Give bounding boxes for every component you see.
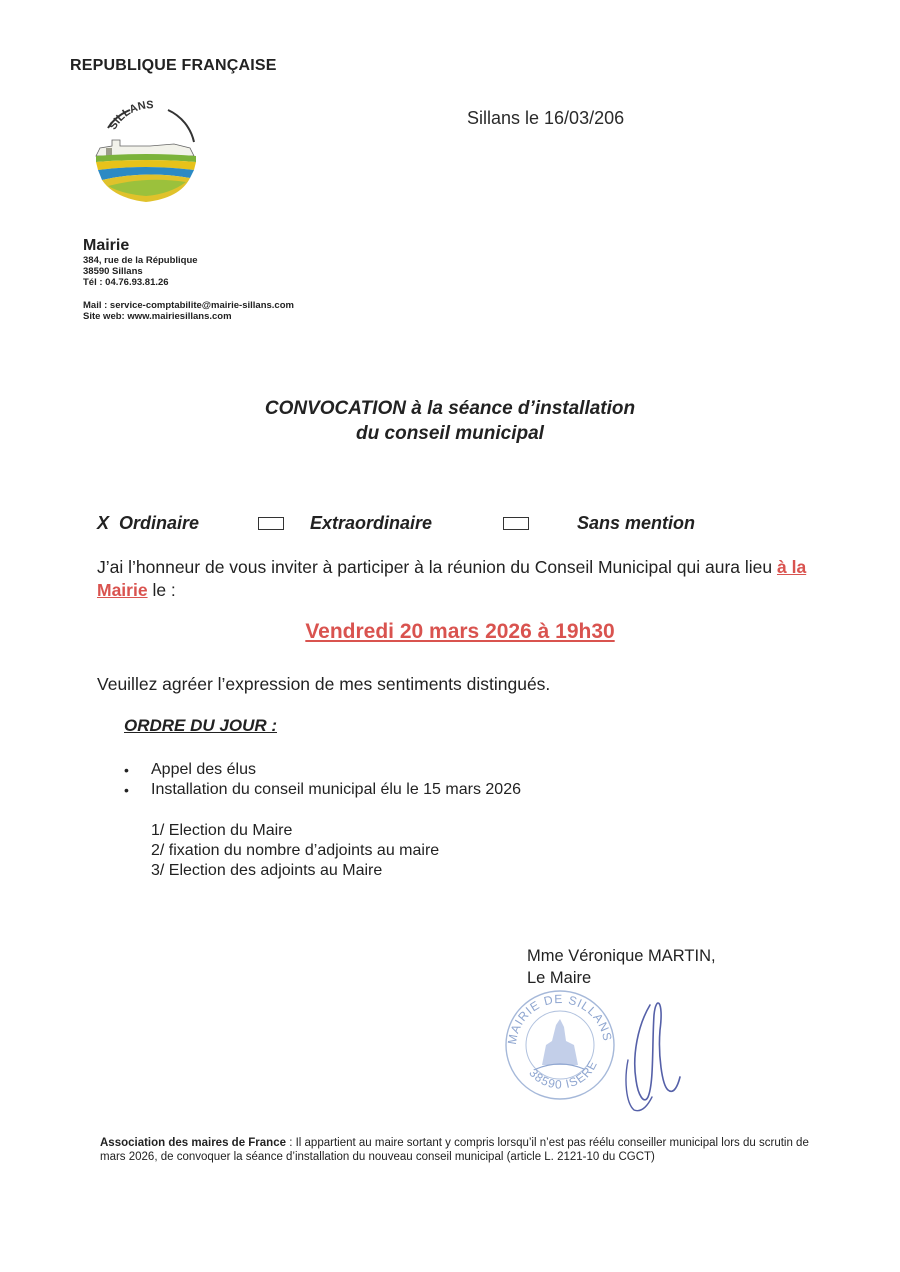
sub-item: 3/ Election des adjoints au Maire: [151, 862, 383, 879]
stamp-bottom-text: 38590 ISERE: [526, 1057, 601, 1092]
bullet-icon: •: [124, 782, 129, 798]
closing-regards: Veuillez agréer l’expression de mes sentiments distingués.: [97, 674, 551, 694]
list-item: • Installation du conseil municipal élu le 15 mars 2026: [124, 781, 521, 798]
agenda-heading: ORDRE DU JOUR :: [124, 716, 278, 735]
letter-date: Sillans le 16/03/206: [467, 108, 625, 128]
logo-text: SILLANS: [107, 99, 154, 132]
sub-item: 1/ Election du Maire: [151, 822, 293, 839]
signer-block: [527, 945, 716, 989]
title-line-1: CONVOCATION à la séance d’installation: [264, 398, 636, 419]
stamp-top-text: MAIRIE DE SILLANS: [504, 991, 615, 1046]
agenda-sub-items: [151, 821, 439, 881]
option-ordinaire: X Ordinaire: [97, 513, 200, 533]
checkbox-extraordinaire: [258, 517, 284, 530]
agenda-list: [124, 760, 521, 800]
svg-text:SILLANS: [107, 99, 154, 132]
footer-text: : Il appartient au maire sortant y compris lorsqu’il n’est pas réélu conseiller municipal lors du scrutin de mars 2026, de convoquer la séance d’installation du nouveau conseil municipal (article L. 2121-10 du CGCT): [100, 1137, 809, 1163]
website: Site web: www.mairiesillans.com: [83, 311, 232, 322]
location-highlight: à la Mairie: [97, 557, 807, 600]
mairie-name: Mairie: [83, 237, 130, 254]
bullet-icon: •: [124, 762, 129, 778]
signer-role: Le Maire: [527, 969, 592, 987]
invitation-end: le :: [152, 580, 176, 600]
invitation-text: J’ai l’honneur de vous inviter à participer à la réunion du Conseil Municipal qui aura lieu: [97, 557, 773, 577]
invitation-paragraph: [97, 556, 827, 602]
sillans-logo: [90, 98, 202, 210]
option-extraordinaire: Extraordinaire: [310, 513, 433, 533]
footer-note: [100, 1137, 810, 1164]
phone-number: Tél : 04.76.93.81.26: [83, 277, 169, 288]
signer-name: Mme Véronique MARTIN,: [527, 947, 716, 965]
address-city: 38590 Sillans: [83, 266, 143, 277]
sub-item: 2/ fixation du nombre d’adjoints au maire: [151, 842, 440, 859]
republic-heading: REPUBLIQUE FRANÇAISE: [70, 57, 277, 74]
official-stamp: [500, 985, 620, 1100]
meeting-date: Vendredi 20 mars 2026 à 19h30: [305, 620, 615, 643]
document-title: [0, 396, 900, 446]
title-line-2: du conseil municipal: [356, 423, 544, 444]
checkbox-sans-mention: [503, 517, 529, 530]
footer-label: Association des maires de France: [100, 1137, 286, 1149]
address-street: 384, rue de la République: [83, 255, 198, 266]
signature-mark: [608, 985, 688, 1115]
list-item: • Appel des élus: [124, 761, 256, 778]
mail-address: Mail : service-comptabilite@mairie-sillans.com: [83, 300, 294, 311]
option-sans-mention: Sans mention: [577, 513, 696, 533]
